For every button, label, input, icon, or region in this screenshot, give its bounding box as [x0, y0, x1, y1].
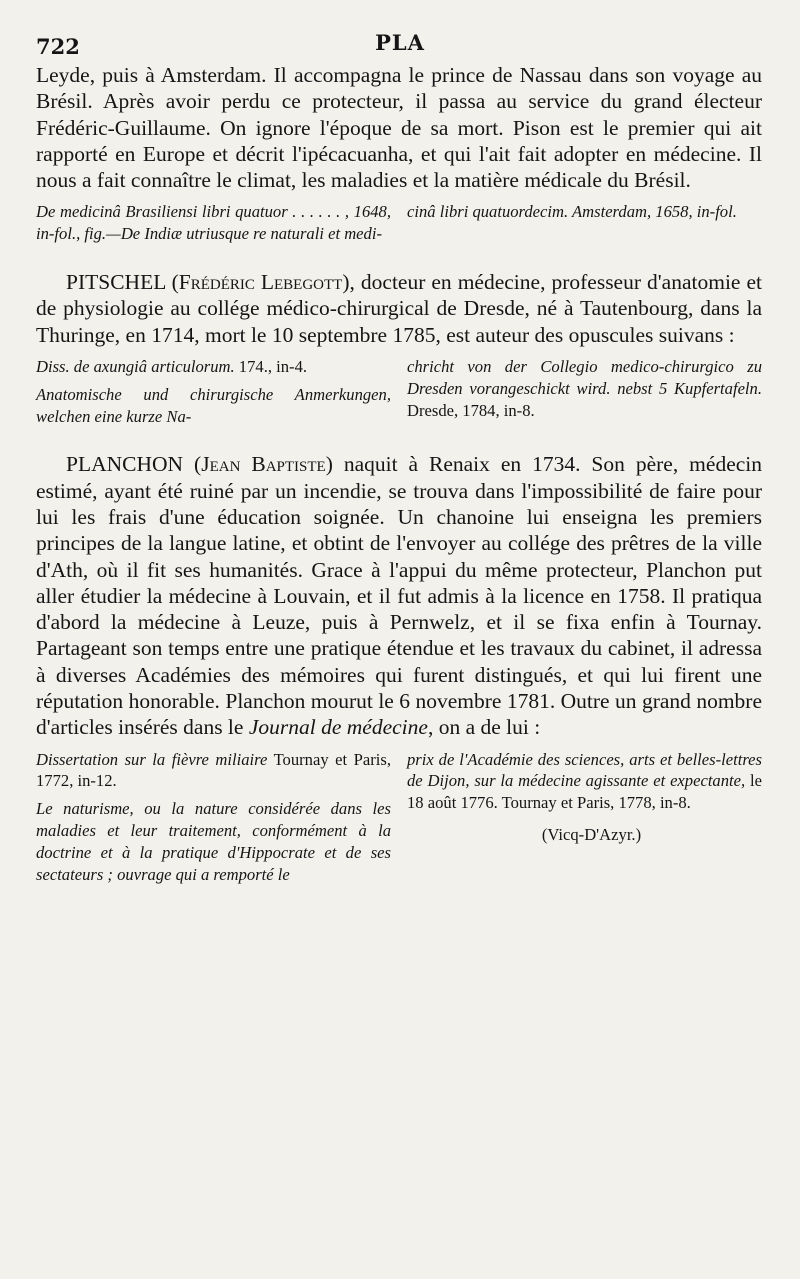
- work-title: chricht von der Collegio medico-chirurgico zu Dresden vorangeschickt wird. nebst 5 Kupfertafeln.: [407, 356, 762, 398]
- entry-text: naquit à Renaix en 1734. Son père, médecin estimé, ayant été ruiné par un incendie, se trouva dans l'impossibilité de faire pour lui les frais d'une éducation soignée. Un chanoine lui enseigna les premiers principes de la langue latine, et obtint de l'envoyer au collége des prêtres de la ville d'Ath, où il fit ses humanités. Grace à l'appui du même protecteur, Planchon put aller étudier la médecine à Louvain, et il fut admis à la licence en 1758. Il pratiqua d'abord la médecine à Leuze, puis à Pernwelz, et il se fixa enfin à Tournay. Partageant son temps entre une pratique étendue et les travaux du cabinet, il adressa à diverses Académies des mémoires qui furent distingués, et qui lui firent une réputation honorable. Planchon mourut le 6 novembre 1781. Outre un grand nombre d'articles insérés dans le: [36, 452, 762, 740]
- planchon-entry: [36, 451, 762, 740]
- entry-given-names: (Jean Baptiste): [194, 452, 333, 477]
- entry-headword: PITSCHEL: [66, 270, 166, 295]
- bibliography-item: [36, 356, 391, 378]
- pitschel-entry: [36, 269, 762, 348]
- planchon-bibliography-left: [36, 749, 391, 892]
- entry-headword: PLANCHON: [66, 452, 184, 477]
- bibliography-item: [407, 356, 762, 421]
- work-title: Dissertation sur la fièvre miliaire: [36, 749, 268, 769]
- work-details: le 18 août 1776. Tournay et Paris, 1778, in-8.: [407, 771, 762, 813]
- running-title: PLA: [375, 30, 425, 55]
- bibliography-item: Anatomische und chirurgische Anmerkungen, welchen eine kurze Na-: [36, 384, 391, 426]
- work-details: Tournay et Paris, 1772, in-12.: [36, 749, 391, 791]
- pitschel-bibliography-left: [36, 356, 391, 433]
- pitschel-bibliography: [36, 356, 762, 433]
- entry-text-tail: , on a de lui :: [427, 715, 541, 740]
- running-head: [36, 30, 764, 60]
- bibliography-item: [407, 749, 762, 814]
- work-title: Diss. de axungiâ articulorum.: [36, 356, 235, 376]
- bibliography-item: [36, 749, 391, 793]
- work-title: prix de l'Académie des sciences, arts et belles-lettres de Dijon, sur la médecine agissante et expectante,: [407, 749, 762, 791]
- author-signature: (Vicq-D'Azyr.): [541, 825, 642, 845]
- planchon-bibliography-right: [407, 749, 762, 892]
- pison-bibliography: [36, 201, 762, 251]
- bibliography-item: Le naturisme, ou la nature considérée dans les maladies et leur traitement, conformément à la doctrine et à la pratique d'Hippocrate et de ses sectateurs ; ouvrage qui a remporté le: [36, 799, 391, 884]
- pison-entry-continuation: Leyde, puis à Amsterdam. Il accompagna le prince de Nassau dans son voyage au Brésil. Après avoir perdu ce protecteur, il passa au service du grand électeur Frédéric-Guillaume. On ignore l'époque de sa mort. Pison est le premier qui ait rapporté en Europe et décrit l'ipécacuanha, et qui l'ait fait adopter en médecine. Il nous a fait connaître le climat, les maladies et la matière médicale du Brésil.: [36, 63, 762, 193]
- entry-text: , docteur en médecine, professeur d'anatomie et de physiologie au collége médico-chirurgical de Dresde, né à Tautenbourg, dans la Thuringe, en 1714, mort le 10 septembre 1785, est auteur des opuscules suivans :: [36, 270, 762, 347]
- work-details: 174., in-4.: [234, 356, 308, 376]
- page-body: [36, 62, 762, 909]
- work-details: Dresde, 1784, in-8.: [407, 400, 535, 420]
- bibliography-item: De medicinâ Brasiliensi libri quatuor . . . . . . , 1648, in-fol., fig.—De Indiæ utriusque re naturali et medi-: [36, 202, 391, 244]
- bibliography-item: cinâ libri quatuordecim. Amsterdam, 1658, in-fol.: [407, 202, 737, 222]
- pison-bibliography-right: [407, 201, 762, 251]
- pison-bibliography-left: [36, 201, 391, 251]
- pitschel-bibliography-right: [407, 356, 762, 433]
- page-number: 722: [36, 34, 80, 59]
- planchon-bibliography: [36, 749, 762, 892]
- journal-title: Journal de médecine: [248, 715, 428, 740]
- entry-given-names: (Frédéric Lebegott): [171, 270, 350, 295]
